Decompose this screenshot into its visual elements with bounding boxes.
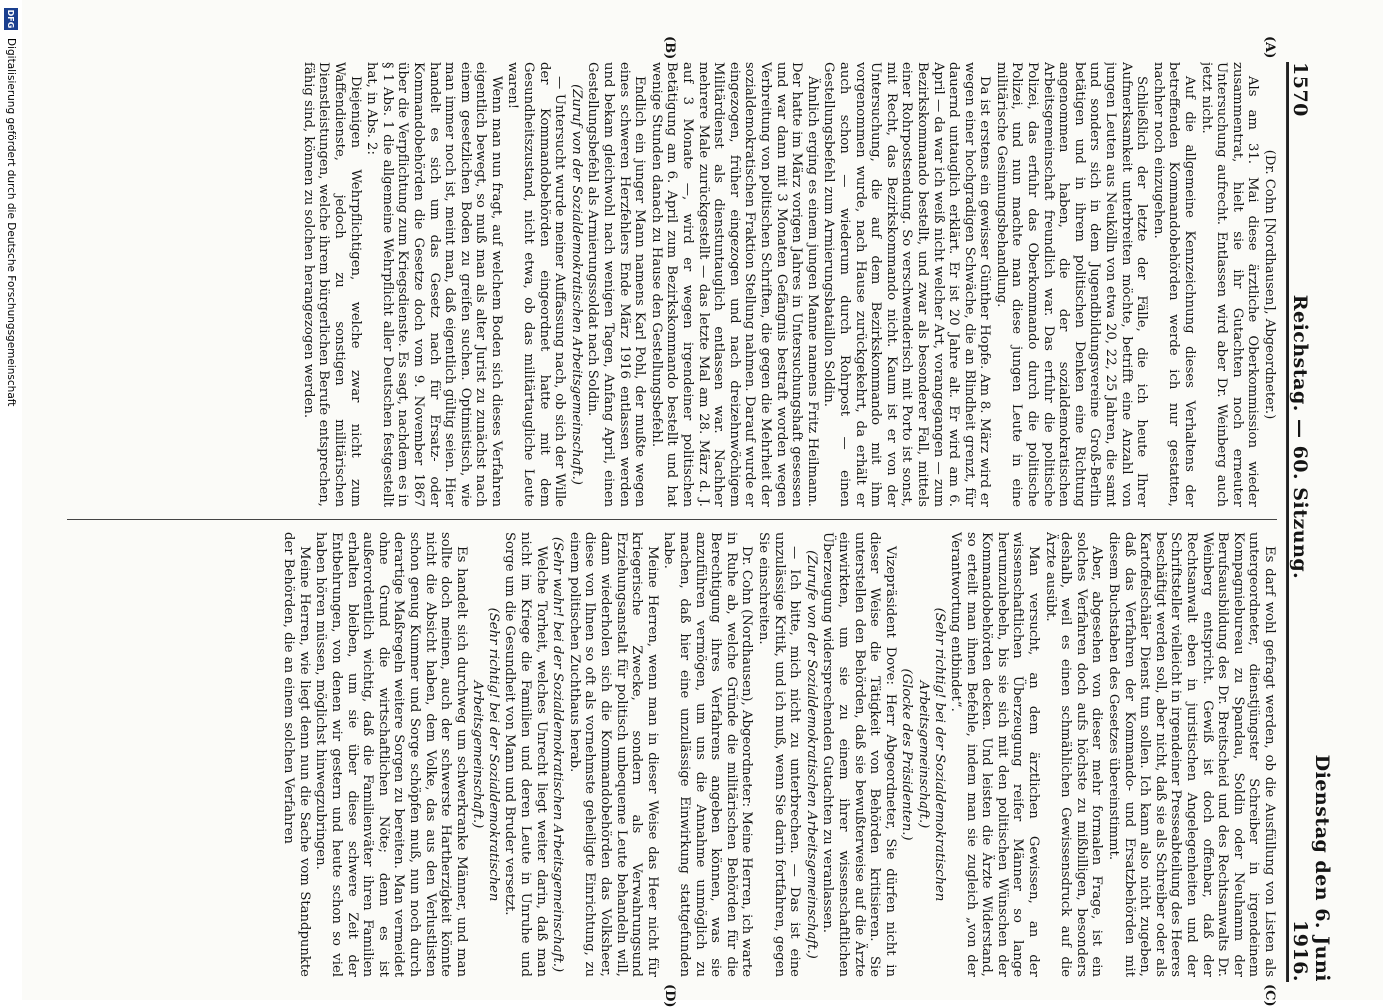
- left-paragraph: Wenn man nun fragt, auf welchem Boden sich dieses Verfahren eigentlich bewegt, so muß man als alter Jurist zu zunächst nach einem gesetzlichen Boden zu greifen suchen. Optimistisch, wie man immer noch ist, meint man, daß eigentlich gültig seien. Hier handelt es sich um das Gesetz nach für Ersatz- oder Kommandobehörden die Gesetze doch vom 9. November 1867 über die Verpflichtung zum Kriegsdienste. Es sagt, nachdem es in § 1 Abs. 1 die allgemeine Wehrpflicht aller Deutschen festgestellt hat, in Abs. 2:: [364, 62, 504, 507]
- newspaper-page: [57, 36, 1333, 1008]
- margin-marker-b: (B): [662, 36, 677, 60]
- right-paragraph: Welche Torheit, welches Unrecht liegt weiter darin, daß man nicht im Kriege die Familien und deren Leute in Unruhe und Sorge um die Gesundheit von Mann und Bruder versetzt.: [502, 532, 549, 977]
- left-paragraph: Ähnlich erging es einem jungen Manne namens Fritz Heilmann. Der hatte im März vorigen Jahres in Untersuchungshaft gesessen und war dann mit 3 Monaten Gefängnis bestraft worden wegen Verbreitung von politischen Schriften, die gegen die Mehrheit der sozialdemokratischen Fraktion Stellung nahmen. Darauf wurde er eingezogen, früher eingezogen und nach dreizehnwöchigem Militärdienst als dienstuntauglich entlassen war. Nachher mehrere Male zurückgestellt — das letzte Mal am 28. März d. J. auf 3 Monate —, wird er wegen irgendeiner politischen Betätigung am 6. April zum Bezirkskommando bestellt und hat wenige Stunden danach zu Hause den Gestellungsbefehl.: [648, 62, 820, 507]
- right-paragraph: Meine Herren, wie liegt denn nun die Sache vom Standpunkte der Behörden, die an einem solchen Verfahren: [281, 532, 312, 977]
- right-paragraph: Meine Herren, wenn man in dieser Weise das Heer nicht für kriegerische Zwecke, sondern als Verwahrungsund Erziehungsanstalt für politisch unbequeme Leute behandeln will, dann wiederholen sich die Kommandobehörden das Volksheer, diese von Ihnen so oft als vornehmste geheiligte Einrichtung, zu einem politischen Zuchthaus herab.: [566, 532, 660, 977]
- interjection: (Zuruf von der Sozialdemokratischen Arbeitsgemeinschaft.): [568, 84, 584, 485]
- funding-notice: Digitalisierung gefördert durch die Deutsche Forschungsgemeinschaft: [5, 38, 17, 407]
- left-column: [67, 62, 1277, 507]
- right-paragraph: Man versucht, an dem ärztlichen Gewissen, an der wissenschaftlichen Überzeugung reifer Männer so lange herumzuhebeln, bis sie sich mit den politischen Wünschen der Kommandobehörden decken. Und leisten die Ärzte Widerstand, so erteilt man ihnen Befehle, indem man sie zugleich „von der Verantwortung entbindet“.: [948, 532, 1042, 977]
- speaker-label: (Dr. Cohn [Nordhausen], Abgeordneter.): [1262, 149, 1277, 420]
- margin-marker-c: (C): [1262, 984, 1277, 1007]
- page-header: [1287, 62, 1333, 982]
- margin-marker-a: (A): [1262, 36, 1277, 59]
- session-date: Dienstag den 6. Juni 1916.: [1289, 754, 1333, 982]
- interjection: (Zurufe von der Sozialdemokratischen Arbeitsgemeinschaft.): [803, 550, 819, 959]
- right-column: [67, 532, 1277, 977]
- page-title: Reichstag. — 60. Sitzung.: [1289, 294, 1311, 580]
- header-rule: [1286, 62, 1287, 982]
- interjection: (Glocke des Präsidenten.): [899, 668, 915, 841]
- left-paragraph: — Untersucht wurde meiner Auffassung nach, ob sich der Wille der Kommandobehörden eingeordnet hatte mit dem Gesundheitszustand, nicht etwa, ob das militärtaugliche Leute waren!: [505, 62, 568, 507]
- right-paragraph: Vizepräsident Dove: Herr Abgeordneter, Sie dürfen nicht in dieser Weise die Tätigkeit von Behörden kritisieren. Sie unterstellen den Behörden, daß sie bewußterweise auf die Ärzte einwirkten, um sie zu einem ihrer wissenschaftlichen Überzeugung widersprechenden Gutachten zu veranlassen.: [820, 532, 898, 977]
- left-paragraph: Da ist erstens ein gewisser Günther Hopfe. Am 8. März wird er wegen einer hochgradigen Schwäche, die an Blindheit grenzt, für dauernd untauglich erklärt. Er ist 20 Jahre alt. Er wird am 6. April — da war ich weiß nicht welcher Art, vorangegangen — zum Bezirkskommando bestellt, und zwar als besonderer Fall, mittels einer Rohrpostsendung. So verschwenderisch mit Porto ist sonst, mit Recht, das Bezirkskommando nicht. Kaum ist er von der Untersuchung, die auf dem Bezirkskommando mit ihm vorgenommen wurde, nach Hause zurückgekehrt, da erhält er auch schon — wiederum durch Rohrpost — einen Gestellungsbefehl zum Armierungsbataillon Soldin.: [821, 62, 993, 507]
- left-paragraph: Schließlich der letzte der Fälle, die ich heute Ihrer Aufmerksamkeit unterbreiten möchte, betrifft eine Anzahl von jungen Leuten aus Neukölln von etwa 20, 22, 25 Jahren, die samt und sonders sich in dem Jugendbildungsvereine Groß-Berlin betätigen und in ihrem politischen Denken eine Richtung angenommen haben, die der sozialdemokratischen Arbeitsgemeinschaft freundlich war. Das erfuhr die politische Polizei, das erfuhr das Oberkommando durch die politische Polizei, und nun machte man diese jungen Leute in eine militärische Gesinnungsbehandlung.: [993, 62, 1150, 507]
- right-paragraph: Es darf wohl gefragt werden, ob die Ausfüllung von Listen als untergeordneter, dienstjüngster Schreiber in irgendeinem Kompagniebureau zu Spandau, Soldin oder Neuhamm der Berufsausbildung des Dr. Breitscheid und des Rechtsanwalts Dr. Weinberg entspricht. Gewiß ist doch offenbar, daß der Rechtsanwalt eben in juristischen Angelegenheiten und der Schriftsteller vielleicht in irgendeiner Presseabteilung des Heeres beschäftigt werden soll, aber nicht, daß sie als Schreiber oder als Kartoffelschäler Dienst tun sollen. Ich kann also nicht zugeben, daß das Verfahren der Kommando- und Ersatzbehörden mit diesem Buchstaben des Gesetzes übereinstimmt.: [1106, 532, 1277, 977]
- left-paragraph: Auf die allgemeine Kennzeichnung dieses Verhaltens der betreffenden Kommandobehörden werde ich nur gestatten, nachher noch einzugehen.: [1150, 62, 1198, 507]
- digitization-footer: [0, 0, 22, 1000]
- dfg-logo: DFG: [4, 8, 18, 30]
- page-number: 1570: [1289, 62, 1311, 117]
- left-paragraph: Als am 31. Mai diese ärztliche Oberkommission wieder zusammentrat, hielt sie ihr Gutachten noch erneuter Untersuchung aufrecht. Entlassen wird aber Dr. Weinberg auch jetzt nicht.: [1198, 62, 1261, 507]
- right-paragraph: Aber, abgesehen von dieser mehr formalen Frage, ist ein solches Verfahren doch aufs höchste zu mißbilligen, besonders deshalb, weil es einen schmählichen Gewissensdruck auf die Ärzte ausübt.: [1042, 532, 1105, 977]
- margin-marker-d: (D): [662, 984, 677, 1008]
- right-paragraph: Es handelt sich durchweg um schwerkranke Männer, und man sollte doch meinen, auch der schwerste Hartherzigkeit könnte nicht die Absicht haben, dem Volke, das aus den Verlustlisten schon genug Kummer und Sorge schöpfen muß, nun noch durch derartige Maßregeln weitere Sorgen zu bereiten. Man vermeidet ohne Grund die wirtschaftlichen Nöte; denn es ist außerordentlich wichtig, daß die Familienväter ihren Familien erhalten bleiben, um sie über diese schwere Zeit der Entbehrungen, von denen wir gestern und heute schon so viel haben hören müssen, möglichst hinwegzubringen.: [313, 532, 469, 977]
- interjection: (Sehr richtig! bei der Sozialdemokratischen Arbeitsgemeinschaft.): [915, 607, 947, 902]
- right-paragraph: — Ich bitte, mich nicht zu unterbrechen. — Das ist eine unzulässige Kritik, und ich muß, wenn Sie darin fortfahren, gegen Sie einschreiten.: [756, 532, 803, 977]
- interjection: (Sehr richtig! bei der Sozialdemokratischen Arbeitsgemeinschaft.): [470, 607, 501, 902]
- interjection: (Sehr wahr! bei der Sozialdemokratischen Arbeitsgemeinschaft.): [550, 536, 566, 973]
- column-divider: [67, 519, 1277, 520]
- left-paragraph: Diejenigen Wehrpflichtigen, welche zwar nicht zum Waffendienste, jedoch zu sonstigen militärischen Dienstleistungen, welche ihrem bürgerlichen Berufe entsprechen, fähig sind, können zu solchen herangezogen werden.: [300, 62, 363, 507]
- left-paragraph: Endlich ein junger Mann namens Karl Pohl, der mußte wegen eines schweren Herzfehlers Ende März 1916 entlassen werden und bekam gleichwohl nach wenigen Tagen, Anfang April, einen Gestellungsbefehl als Armierungssoldat nach Soldin.: [585, 62, 648, 507]
- right-paragraph: Dr. Cohn (Nordhausen), Abgeordneter: Meine Herren, ich warte in Ruhe ab, welche Gründe die militärischen Behörden für die Berechtigung ihres Verfahrens angeben können, was sie anzuführen vermögen, um uns die Annahme unmöglich zu machen, daß hier eine unzulässige Einwirkung stattgefunden habe.: [661, 532, 755, 977]
